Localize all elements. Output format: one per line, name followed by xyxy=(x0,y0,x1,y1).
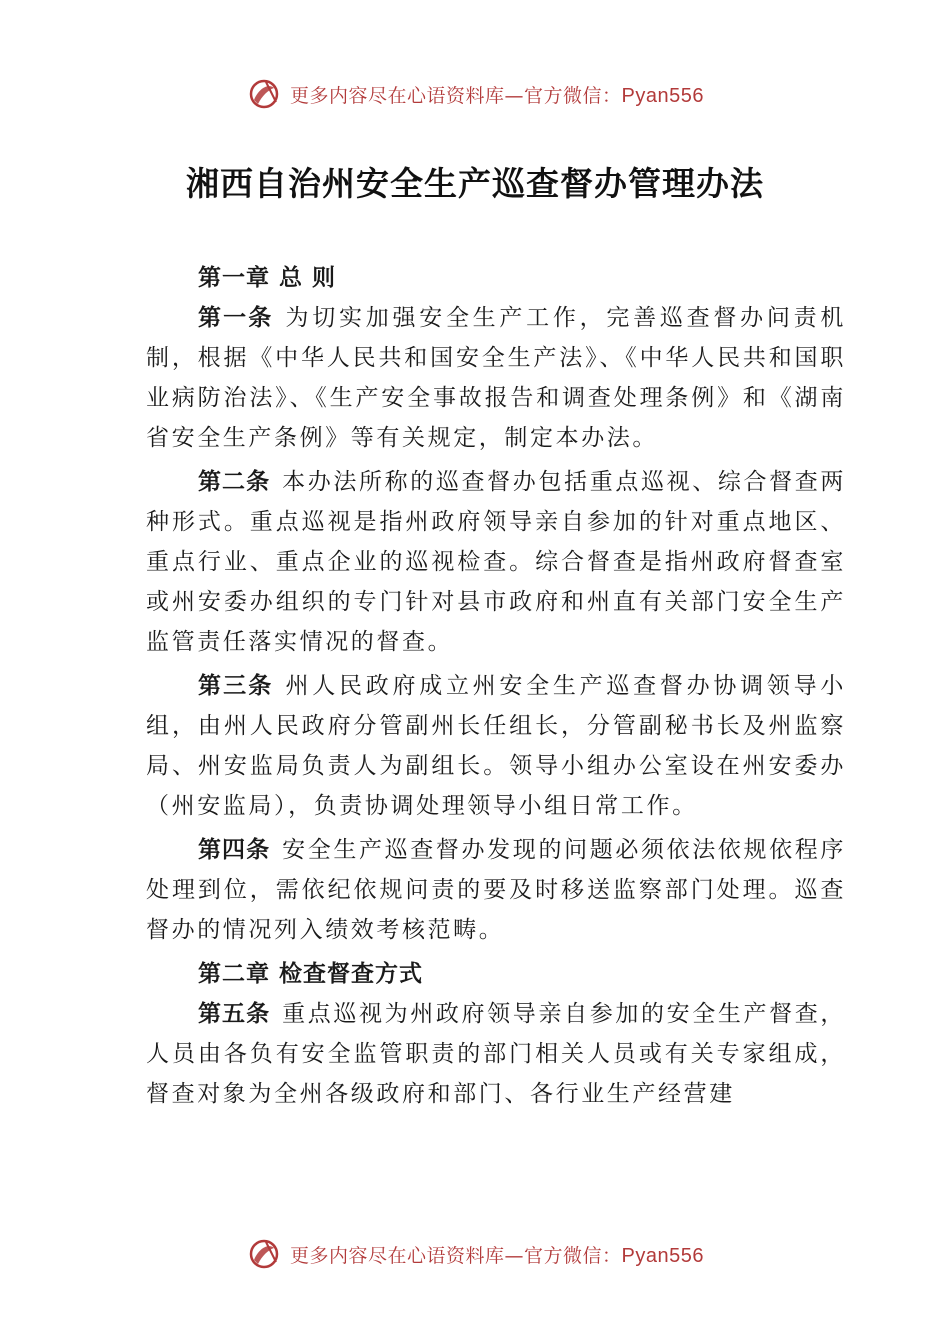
article-label: 第二条 xyxy=(198,469,271,495)
article-paragraph xyxy=(146,830,846,950)
article-paragraph xyxy=(146,666,846,826)
article-paragraph xyxy=(146,462,846,662)
article-paragraph xyxy=(146,298,846,458)
article-paragraph xyxy=(146,994,846,1114)
watermark-text: 更多内容尽在心语资料库—官方微信：Pyan556 xyxy=(290,1244,704,1267)
article-text: 州人民政府成立州安全生产巡查督办协调领导小组，由州人民政府分管副州长任组长，分管副秘书长及州监察局、州安监局负责人为副组长。领导小组办公室设在州安委办（州安监局），负责协调处理领导小组日常工作。 xyxy=(146,673,847,819)
article-label: 第一条 xyxy=(198,305,274,331)
chapter-heading: 第二章 检查督查方式 xyxy=(198,961,424,987)
watermark-text: 更多内容尽在心语资料库—官方微信：Pyan556 xyxy=(290,84,704,107)
document-body xyxy=(146,258,846,1118)
brush-swirl-icon xyxy=(246,1236,282,1272)
article-label: 第三条 xyxy=(198,673,274,699)
article-label: 第五条 xyxy=(198,1001,271,1027)
header-watermark-banner xyxy=(0,74,950,114)
chapter-heading: 第一章 总 则 xyxy=(198,265,337,291)
article-text: 为切实加强安全生产工作，完善巡查督办问责机制，根据《中华人民共和国安全生产法》、《中华人民共和国职业病防治法》、《生产安全事故报告和调查处理条例》和《湖南省安全生产条例》等有关规定，制定本办法。 xyxy=(146,305,847,451)
document-title: 湘西自治州安全生产巡查督办管理办法 xyxy=(186,164,764,203)
article-text: 安全生产巡查督办发现的问题必须依法依规依程序处理到位，需依纪依规问责的要及时移送监察部门处理。巡查督办的情况列入绩效考核范畴。 xyxy=(146,837,847,943)
footer-watermark-banner xyxy=(0,1234,950,1274)
article-label: 第四条 xyxy=(198,837,271,863)
article-text: 本办法所称的巡查督办包括重点巡视、综合督查两种形式。重点巡视是指州政府领导亲自参加的针对重点地区、重点行业、重点企业的巡视检查。综合督查是指州政府督查室或州安委办组织的专门针对县市政府和州直有关部门安全生产监管责任落实情况的督查。 xyxy=(146,469,847,655)
brush-swirl-icon xyxy=(246,76,282,112)
article-text: 重点巡视为州政府领导亲自参加的安全生产督查，人员由各负有安全监管职责的部门相关人员或有关专家组成，督查对象为全州各级政府和部门、各行业生产经营建 xyxy=(146,1001,847,1107)
